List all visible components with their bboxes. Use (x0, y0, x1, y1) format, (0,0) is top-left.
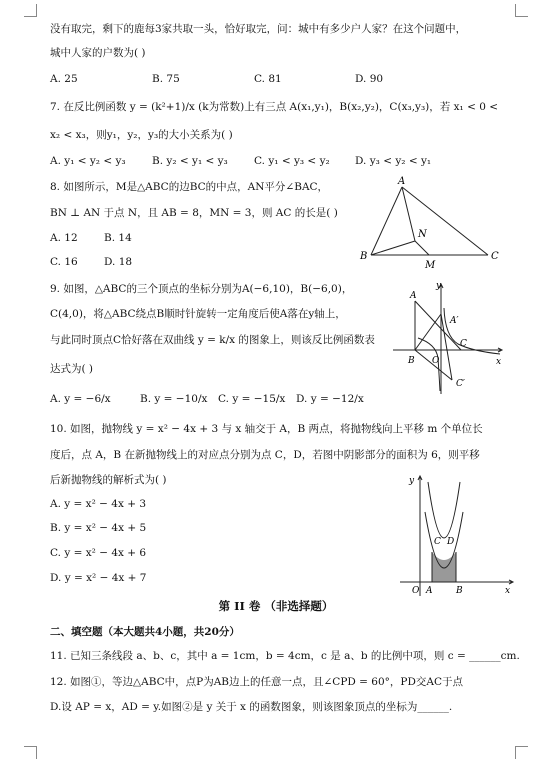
question-9-text: 与此同时顶点C恰好落在双曲线 y = k/x 的图象上，则该反比例函数表 (50, 334, 375, 346)
option-10a: A. y = x² − 4x + 3 (50, 498, 147, 510)
question-7-text: x₂ < x₃，则y₁，y₂，y₃的大小关系为( ) (50, 129, 233, 141)
option-6d: D. 90 (355, 73, 384, 85)
option-6b: B. 75 (152, 73, 180, 85)
option-8a: A. 12 (50, 232, 78, 244)
section-heading: 二、填空题（本大题共4小题，共20分） (50, 626, 240, 638)
y-axis-label: y (409, 476, 415, 486)
origin-label: O (432, 356, 440, 366)
point-c-label: C (434, 537, 441, 547)
question-10-text: 度后，点 A，B 在新抛物线上的对应点分别为点 C，D，若图中阴影部分的面积为 6，则平移 (50, 449, 480, 461)
option-7d: D. y₃ < y₂ < y₁ (355, 155, 432, 167)
question-9-text: 9. 如图，△ABC的三个顶点的坐标分别为A(−6,10)，B(−6,0)， (50, 283, 353, 295)
option-6a: A. 25 (50, 73, 78, 85)
question-8-figure (355, 175, 505, 270)
point-a-prime-label: A′ (450, 316, 459, 326)
point-c-prime-label: C′ (456, 379, 465, 389)
segment-ab (371, 187, 402, 255)
option-10b: B. y = x² − 4x + 5 (50, 522, 147, 534)
question-10-text: 后新抛物线的解析式为( ) (50, 474, 167, 486)
original-parabola (425, 512, 463, 568)
page-corner-mark (515, 4, 528, 17)
point-a-label: A (398, 176, 406, 187)
origin-label: O (412, 586, 420, 596)
question-12-text: D.设 AP = x，AD = y.如图②是 y 关于 x 的函数图象，则该图象顶点的坐标为______. (50, 701, 453, 713)
option-9a: A. y = −6/x (50, 393, 111, 405)
point-b-label: B (360, 251, 368, 262)
option-9c: C. y = −15/x (218, 393, 286, 405)
point-b-label: B (408, 356, 415, 366)
option-10d: D. y = x² − 4x + 7 (50, 572, 147, 584)
question-10-figure (395, 470, 520, 600)
question-6-text: 城中人家的户数为( ) (50, 47, 146, 59)
point-a-label: A (426, 586, 433, 596)
option-9d: D. y = −12/x (296, 393, 364, 405)
question-9-figure (388, 278, 508, 398)
segment-ba-prime (415, 314, 441, 350)
option-9b: B. y = −10/x (140, 393, 208, 405)
point-c-label: C (460, 339, 467, 349)
option-6c: C. 81 (254, 73, 282, 85)
question-9-text: 达式为( ) (50, 363, 94, 375)
page-corner-mark (24, 746, 37, 759)
hyperbola-right-branch (444, 308, 500, 354)
x-axis-label: x (496, 357, 502, 367)
point-d-label: D (447, 537, 455, 547)
question-11-text: 11. 已知三条线段 a、b、c，其中 a = 1cm，b = 4cm，c 是 a、b 的比例中项，则 c = ______cm. (50, 650, 520, 662)
option-8c: C. 16 (50, 256, 78, 268)
part-2-title: 第 II 卷 （非选择题） (218, 599, 334, 613)
point-m-label: M (425, 260, 436, 270)
option-8d: D. 18 (104, 256, 133, 268)
page-corner-mark (24, 4, 37, 17)
question-8-text: 8. 如图所示，M是△ABC的边BC的中点，AN平分∠BAC， (50, 181, 329, 193)
point-b-label: B (456, 586, 463, 596)
question-9-text: C(4,0)，将△ABC绕点B顺时针旋转一定角度后使A落在y轴上， (50, 308, 346, 320)
option-7b: B. y₂ < y₁ < y₃ (152, 155, 228, 167)
option-10c: C. y = x² − 4x + 6 (50, 547, 147, 559)
option-8b: B. 14 (104, 232, 132, 244)
question-8-text: BN ⊥ AN 于点 N，且 AB = 8，MN = 3，则 AC 的长是( ) (50, 207, 338, 219)
y-axis-label: y (436, 281, 442, 291)
point-c-label: C (491, 251, 499, 262)
point-n-label: N (418, 229, 427, 240)
point-a-label: A (410, 291, 417, 301)
shifted-parabola (428, 482, 460, 538)
x-axis-label: x (505, 586, 511, 596)
question-7-text: 7. 在反比例函数 y = (k²+1)/x (k为常数)上有三点 A(x₁,y₁)，B(x₂,y₂)，C(x₃,y₃)，若 x₁ < 0 < (50, 101, 499, 113)
segment-ac (402, 187, 488, 255)
option-7a: A. y₁ < y₂ < y₃ (50, 155, 126, 167)
segment-nm (415, 241, 429, 255)
question-6-text: 没有取完，剩下的鹿每3家共取一头，恰好取完，问：城中有多少户人家？在这个问题中， (50, 23, 467, 35)
question-10-text: 10. 如图，抛物线 y = x² − 4x + 3 与 x 轴交于 A，B 两点，将抛物线向上平移 m 个单位长 (50, 423, 483, 435)
question-12-text: 12. 如图①，等边△ABC中，点P为AB边上的任意一点，且∠CPD = 60°，PD交AC于点 (50, 676, 464, 688)
option-7c: C. y₁ < y₃ < y₂ (254, 155, 330, 167)
segment-bn (371, 241, 415, 255)
page-corner-mark (515, 746, 528, 759)
